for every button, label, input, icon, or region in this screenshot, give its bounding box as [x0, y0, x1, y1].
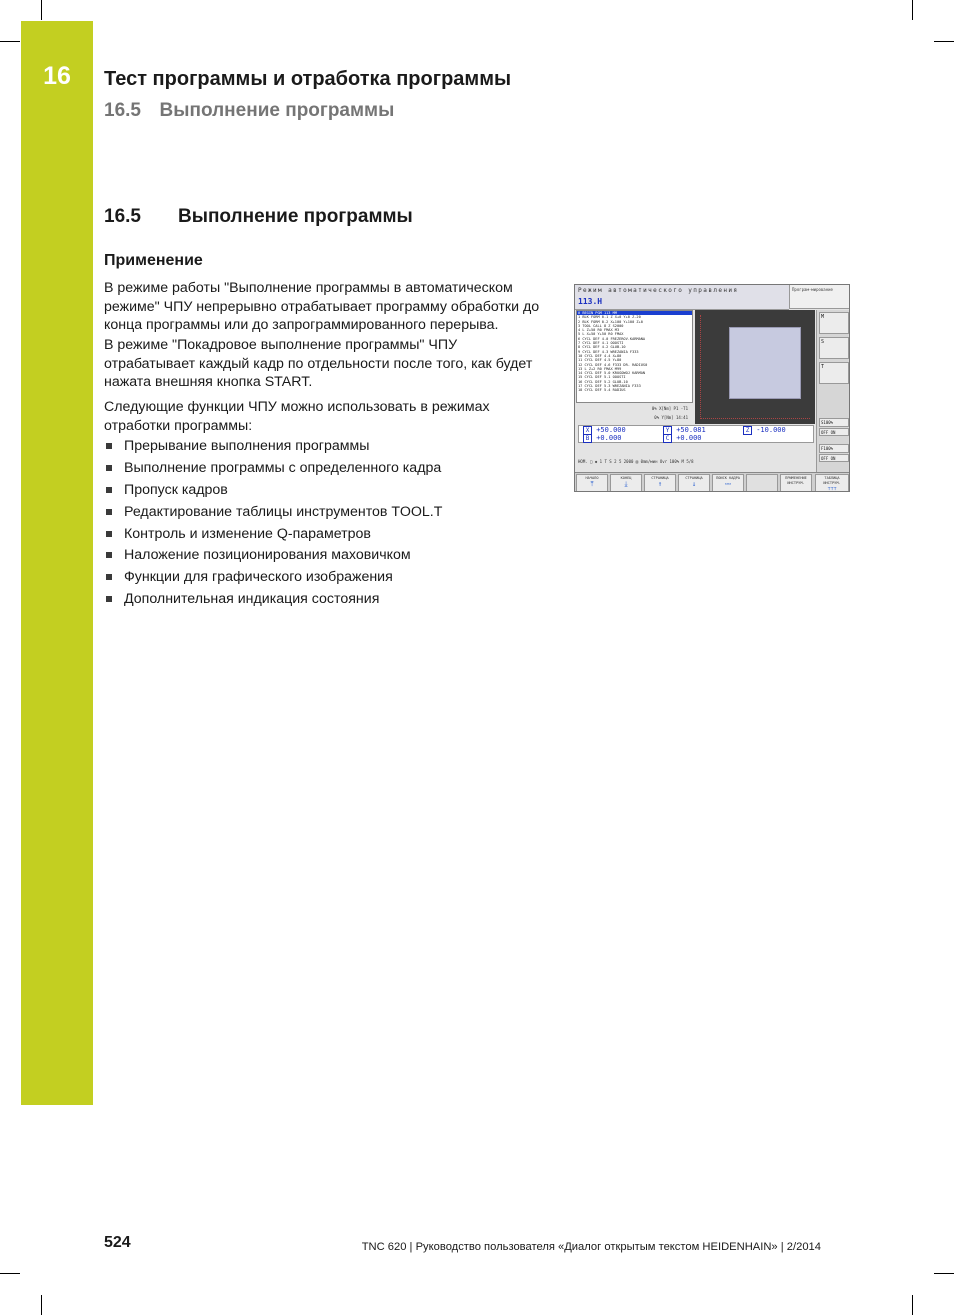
- bullet-square-icon: [106, 509, 112, 515]
- list-item: Редактирование таблицы инструментов TOOL.T: [104, 502, 442, 524]
- status-line: 0% X[Nm] P1 -T1: [651, 406, 688, 411]
- program-line: 5 L X+50 Y+50 R0 FMAX: [578, 332, 624, 337]
- bullet-square-icon: [106, 574, 112, 580]
- arrow-down-icon: ↓: [691, 480, 697, 488]
- running-section-number: 16.5: [104, 100, 141, 121]
- workpiece-blank: [729, 327, 801, 399]
- crop-mark: [0, 1273, 20, 1274]
- workpiece-graphic: [695, 310, 815, 424]
- axis-position: Z -10.000: [743, 426, 786, 435]
- spindle-key[interactable]: S: [819, 337, 849, 359]
- page-number: 524: [104, 1234, 131, 1251]
- running-section-title: [104, 100, 394, 122]
- bullet-square-icon: [106, 443, 112, 449]
- program-line: 16 CYCL DEF 5.2 GLUB-10: [578, 379, 628, 384]
- program-listing: [576, 310, 693, 403]
- bullet-square-icon: [106, 531, 112, 537]
- chapter-number: 16: [43, 62, 71, 90]
- arrow-down-icon: ⤓: [624, 480, 628, 488]
- program-line: 18 CYCL DEF 5.4 RADIUS: [578, 388, 626, 393]
- softkey-empty[interactable]: [746, 474, 778, 492]
- feed-override-key[interactable]: F100%: [819, 444, 849, 453]
- softkey-begin[interactable]: НАЧАЛО ⤒: [576, 474, 608, 492]
- section-heading-number: 16.5: [104, 206, 141, 227]
- list-item: Наложение позиционирования маховичком: [104, 545, 442, 567]
- bullet-square-icon: [106, 596, 112, 602]
- crop-mark: [912, 0, 913, 20]
- program-line: 1 BLK FORM 0.1 Z X+0 Y+0 Z-20: [578, 315, 641, 320]
- program-line: 6 CYCL DEF 4.0 FREZEROV.KARMANA: [578, 336, 646, 341]
- axis-position: Y +50.081: [663, 426, 706, 435]
- program-line: 13 L Z+2 R0 FMAX M99: [578, 366, 622, 371]
- crop-mark: [41, 0, 42, 20]
- program-line: 0 BEGIN PGM 113 MM: [577, 311, 692, 315]
- program-line: 10 CYCL DEF 4.4 X+80: [578, 353, 622, 358]
- list-item: Пропуск кадров: [104, 480, 442, 502]
- programming-mode-label: Програм-мирование: [789, 285, 849, 309]
- bullet-square-icon: [106, 487, 112, 493]
- chapter-sidebar: [21, 21, 93, 1105]
- program-line: 2 BLK FORM 0.2 X+100 Y+100 Z+0: [578, 319, 643, 324]
- paragraph: В режиме "Покадровое выполнение программы" ЧПУ отрабатывает каждый кадр по отдельности после того, как будет нажата внешняя кнопка START.: [104, 337, 533, 390]
- softkey-block-search[interactable]: ПОИСК КАДРА ▭▭: [712, 474, 744, 492]
- paragraph: В режиме работы "Выполнение программы в автоматическом режиме" ЧПУ непрерывно отрабатывает программу обработки до конца программы или до запрограммированного перерыва.: [104, 280, 540, 333]
- block-scan-icon: ▭▭: [724, 481, 732, 487]
- list-item: Прерывание выполнения программы: [104, 436, 442, 458]
- program-line: 9 CYCL DEF 4.3 WREZANIA F333: [578, 349, 639, 354]
- program-line: 17 CYCL DEF 5.3 WREZANIA F333: [578, 384, 641, 389]
- softkey-tool-usage[interactable]: ПРИМЕНЕНИЕ ИНСТРУМ.: [780, 474, 812, 492]
- softkey-tool-table[interactable]: ТАБЛИЦА ИНСТРУМ. ⊤⊤⊤: [815, 474, 849, 492]
- footer-text: TNC 620 | Руководство пользователя «Диалог открытым текстом HEIDENHAIN» | 2/2014: [361, 1241, 821, 1253]
- list-item: Выполнение программы с определенного кадра: [104, 458, 442, 480]
- subheading: Применение: [104, 252, 203, 269]
- crop-mark: [41, 1295, 42, 1315]
- crop-mark: [0, 41, 20, 42]
- feed-toggle-key[interactable]: OFF ON: [819, 454, 849, 462]
- cnc-screenshot: [574, 284, 850, 492]
- softkey-page-down[interactable]: СТРАНИЦА ↓: [678, 474, 710, 492]
- bullet-square-icon: [106, 465, 112, 471]
- softkey-page-up[interactable]: СТРАНИЦА ↑: [644, 474, 676, 492]
- position-display: [578, 425, 814, 443]
- program-line: 4 L Z+50 R0 FMAX M3: [578, 328, 620, 333]
- axis-position: X +50.000: [583, 426, 626, 435]
- list-item: Дополнительная индикация состояния: [104, 589, 442, 611]
- tool-icon: ⊤⊤⊤: [827, 486, 837, 492]
- tool-key[interactable]: T: [819, 362, 849, 384]
- softkey-end[interactable]: КОНЕЦ ⤓: [610, 474, 642, 492]
- crop-mark: [934, 41, 954, 42]
- machine-info-row: НОМ. □ ◆ 1 T S 2 5 2000 ▤ 0mm/мин Ovr 100% M 5/8: [578, 459, 694, 464]
- running-section-name: Выполнение программы: [159, 100, 395, 121]
- function-list: [104, 436, 442, 611]
- arrow-up-icon: ↑: [657, 480, 663, 488]
- program-line: 15 CYCL DEF 5.1 OOOSTI: [578, 375, 626, 380]
- program-line: 14 CYCL DEF 5.0 KRUGOWOJ KARMAN: [578, 371, 646, 376]
- program-name: 113.H: [578, 297, 603, 306]
- axis-position: C +0.000: [663, 434, 702, 443]
- spindle-toggle-key[interactable]: OFF ON: [819, 428, 849, 436]
- program-line: 3 TOOL CALL 8 Z S2000: [578, 323, 624, 328]
- spindle-override-key[interactable]: S100%: [819, 418, 849, 427]
- section-heading-title: Выполнение программы: [178, 206, 413, 227]
- section-heading: [104, 206, 413, 228]
- axis-position: B +0.000: [583, 434, 622, 443]
- mode-title: Режим автоматического управления: [578, 287, 739, 294]
- m-function-key[interactable]: M: [819, 312, 849, 334]
- vertical-softkeys: [816, 310, 850, 472]
- crop-mark: [912, 1295, 913, 1315]
- program-line: 8 CYCL DEF 4.2 GLUB-10: [578, 345, 626, 350]
- program-line: 11 CYCL DEF 4.5 Y+80: [578, 358, 622, 363]
- chapter-title: Тест программы и отработка программы: [104, 68, 512, 90]
- arrow-up-icon: ⤒: [590, 480, 594, 488]
- program-line: 7 CYCL DEF 4.1 OOOSTI: [578, 341, 624, 346]
- screen-header: [575, 285, 789, 310]
- list-item: Функции для графического изображения: [104, 567, 442, 589]
- softkey-bar: [575, 472, 850, 492]
- paragraph: Следующие функции ЧПУ можно использовать в режимах отработки программы:: [104, 399, 490, 434]
- bullet-square-icon: [106, 552, 112, 558]
- crop-mark: [934, 1273, 954, 1274]
- program-status: [576, 403, 694, 425]
- program-line: 12 CYCL DEF 4.6 F333 DR- RADIUS0: [578, 362, 648, 367]
- list-item: Контроль и изменение Q-параметров: [104, 524, 442, 546]
- status-line: 0% Y[Nm] 14:41: [654, 415, 688, 420]
